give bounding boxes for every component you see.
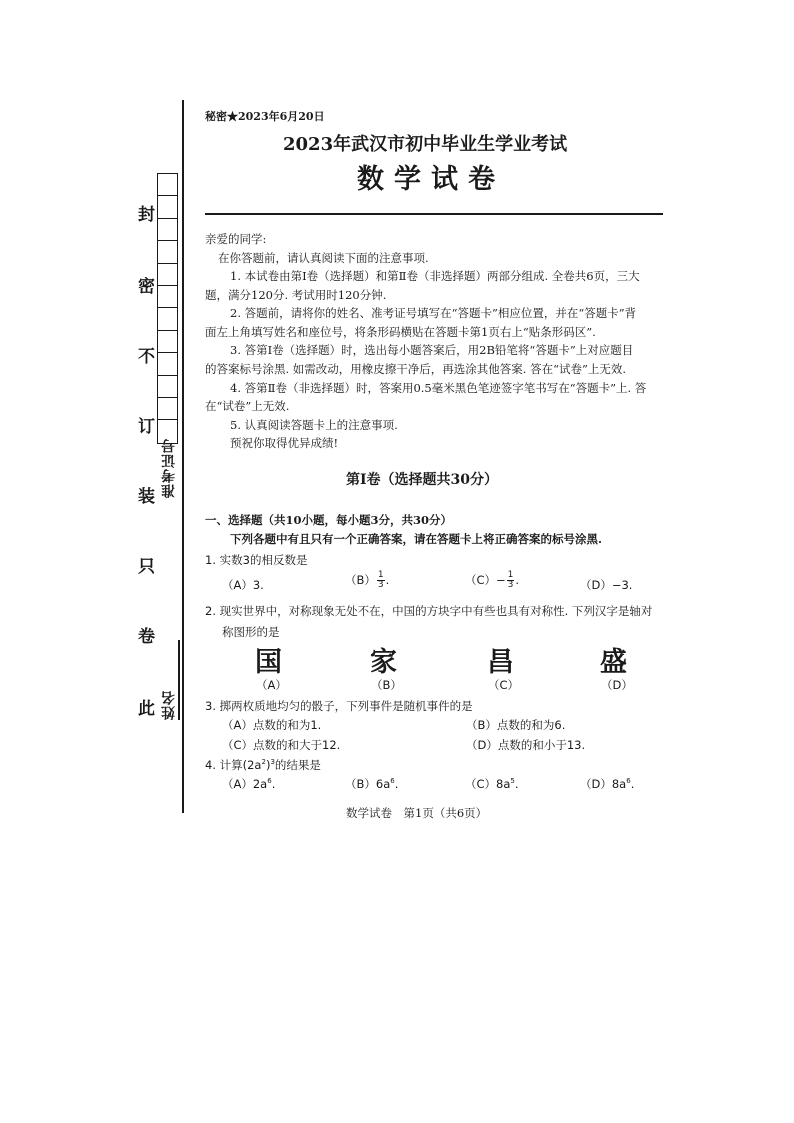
q3-option-a: （A）点数的和为1. (222, 718, 322, 732)
notice-greeting: 亲爱的同学: (205, 232, 267, 246)
page-footer: 数学试卷 第1页（共6页） (346, 806, 488, 820)
header-rule (205, 213, 663, 215)
q1-option-b: （B） $\frac{1}{3}$ . (345, 570, 390, 590)
q2-label-a: （A） (256, 678, 287, 692)
q4-option-d: $(D)8a^6$. (580, 777, 635, 791)
q1-option-a: （A）3. (222, 578, 264, 592)
q2-char-a: 国 (255, 647, 282, 678)
notice-item-2-line-1: 2. 答题前，请将你的姓名、准考证号填写在“答题卡”相应位置，并在“答题卡”背 (230, 306, 637, 320)
q2-label-c: （C） (488, 678, 520, 692)
binding-char-3: 不 (138, 347, 155, 367)
exam-title: 2023年武汉市初中毕业生学业考试 (283, 134, 568, 155)
notice-item-1-line-2: 题，满分120分. 考试用时120分钟. (205, 288, 387, 302)
section-title: 第Ⅰ卷（选择题共30分） (346, 472, 499, 488)
q2-char-d: 盛 (600, 647, 627, 678)
notice-item-1-line-1: 1. 本试卷由第Ⅰ卷（选择题）和第Ⅱ卷（非选择题）两部分组成. 全卷共6页，三大 (230, 269, 640, 283)
candidate-number-boxes[interactable] (157, 173, 178, 444)
name-label: 姓名 (161, 690, 177, 720)
q4-option-c: $(C)8a^5$. (465, 777, 519, 791)
q2-label-b: （B） (371, 678, 402, 692)
q3-option-c: （C）点数的和大于12. (222, 738, 341, 752)
q1-stem: 1. 实数3的相反数是 (205, 553, 308, 567)
notice-intro: 在你答题前，请认真阅读下面的注意事项. (218, 251, 429, 265)
notice-item-4-line-1: 4. 答第Ⅱ卷（非选择题）时，答案用0.5毫米黑色笔迹签字笔书写在“答题卡”上. 答 (230, 381, 647, 395)
q4-option-a: $(A)2a^6$. (222, 777, 276, 791)
candidate-number-label: 准考证号 (161, 438, 177, 498)
secret-line: 秘密★2023年6月20日 (205, 110, 325, 123)
q4-option-b: $(B)6a^6$. (345, 777, 399, 791)
binding-char-5: 装 (138, 487, 155, 507)
q3-option-d: （D）点数的和小于13. (466, 738, 586, 752)
q1-option-d: （D）−3. (580, 578, 633, 592)
subject-title: 数学试卷 (357, 164, 505, 195)
part1-instruction: 下列各题中有且只有一个正确答案，请在答题卡上将正确答案的标号涂黑. (230, 532, 602, 546)
notice-item-4-line-2: 在“试卷”上无效. (205, 399, 290, 413)
q2-char-b: 家 (370, 647, 397, 678)
q3-option-b: （B）点数的和为6. (466, 718, 566, 732)
binding-char-2: 密 (138, 277, 155, 297)
notice-item-3-line-1: 3. 答第Ⅰ卷（选择题）时，选出每小题答案后，用2B铅笔将“答题卡”上对应题目 (230, 343, 634, 357)
q2-char-c: 昌 (487, 647, 514, 678)
notice-item-3-line-2: 的答案标号涂黑. 如需改动，用橡皮擦干净后，再选涂其他答案. 答在“试卷”上无效. (205, 362, 627, 376)
binding-char-8: 此 (138, 699, 155, 719)
q3-stem: 3. 掷两枚质地均匀的骰子，下列事件是随机事件的是 (205, 699, 473, 713)
q2-label-d: （D） (601, 678, 633, 692)
notice-wish: 预祝你取得优异成绩! (230, 436, 339, 450)
binding-char-4: 订 (138, 417, 155, 437)
q4-stem: 4. 计算$(2a^2)^3$的结果是 (205, 758, 321, 772)
notice-item-5: 5. 认真阅读答题卡上的注意事项. (230, 418, 398, 432)
binding-line (182, 100, 184, 813)
q2-stem-line-2: 称图形的是 (222, 625, 280, 639)
binding-char-1: 封 (138, 205, 155, 225)
q2-stem-line-1: 2. 现实世界中，对称现象无处不在，中国的方块字中有些也具有对称性. 下列汉字是轴对 (205, 604, 653, 618)
binding-char-6: 只 (138, 557, 155, 577)
part1-heading: 一、选择题（共10小题，每小题3分，共30分） (205, 513, 453, 527)
q1-option-c: （C）− $\frac{1}{3}$ . (465, 570, 520, 590)
notice-item-2-line-2: 面左上角填写姓名和座位号，将条形码横贴在答题卡第1页右上“贴条形码区”. (205, 325, 596, 339)
binding-char-7: 卷 (138, 627, 155, 647)
